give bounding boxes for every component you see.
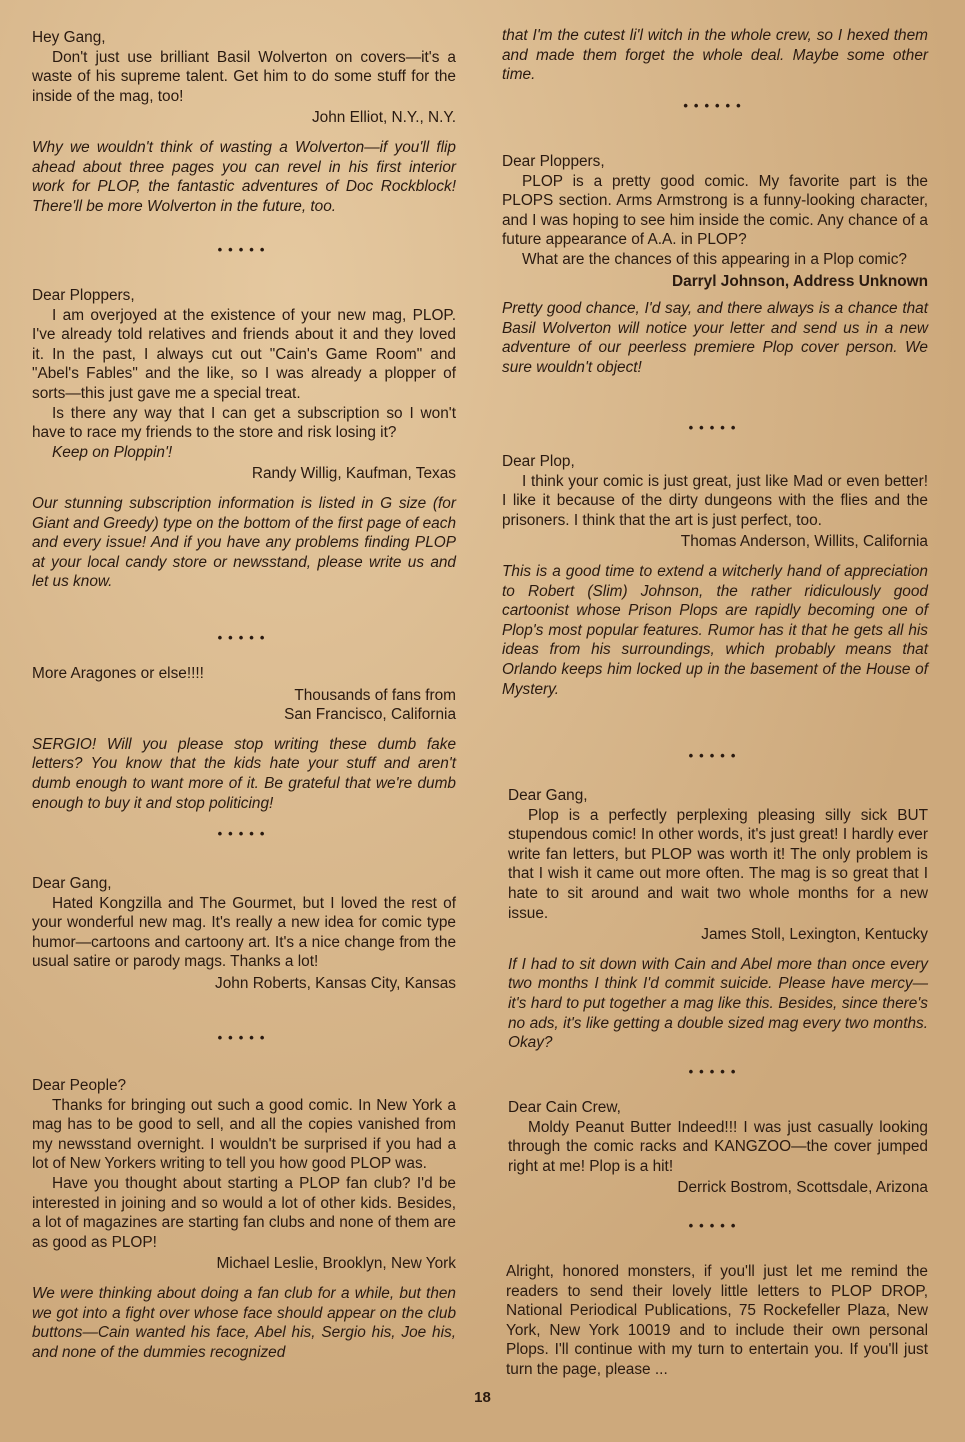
letter-john-elliot bbox=[32, 28, 456, 216]
separator-dots: •••••• bbox=[683, 98, 747, 113]
letter-signature: Thomas Anderson, Willits, California bbox=[680, 533, 928, 551]
letter-thomas-anderson bbox=[502, 452, 928, 699]
letter-body: I think your comic is just great, just like Mad or even better! I like it because of the dirty dungeons with the flies and the prisoners. I think that the art is just perfect, too. bbox=[502, 472, 928, 529]
letter-greeting: Dear People? bbox=[32, 1077, 127, 1094]
separator-dots: ••••• bbox=[688, 420, 742, 435]
letter-signature: James Stoll, Lexington, Kentucky bbox=[701, 926, 928, 944]
letter-randy-willig bbox=[32, 286, 456, 592]
editor-reply: If I had to sit down with Cain and Abel more than once every two months I think I'd commit suicide. Please have mercy—it's hard to put together a mag like this. Besides, since there's no ads, it's like getting a double sized mag every two months. Okay? bbox=[508, 955, 928, 1052]
letter-signature: San Francisco, California bbox=[284, 706, 456, 724]
letter-body: Thanks for bringing out such a good comic. In New York a mag has to be good to sell, and all the copies vanished from my newsstand overnight. I wouldn't be surprised if you had a lot of New Yorkers writing to tell you how good PLOP was. bbox=[32, 1096, 456, 1173]
letter-body: Moldy Peanut Butter Indeed!!! I was just casually looking through the comic racks and KANGZOO—the cover jumped right at me! Plop is a hit! bbox=[508, 1118, 928, 1175]
editor-reply: SERGIO! Will you please stop writing these dumb fake letters? You know that the kids hate your stuff and aren't dumb enough to want more of it. Be grateful that we're dumb enough to buy it and stop politicing! bbox=[32, 735, 456, 812]
separator-dots: ••••• bbox=[217, 630, 271, 645]
letter-body: Plop is a perfectly perplexing pleasing silly sick BUT stupendous comic! In other words, it's just great! I hardly ever write fan letters, but PLOP was worth it! The only problem is that I wish it came out more often. The mag is so great that I hate to sit around and wait two whole months for a new issue. bbox=[508, 806, 928, 922]
separator-dots: ••••• bbox=[217, 826, 271, 841]
editor-reply: that I'm the cutest li'l witch in the whole crew, so I hexed them and made them forget the whole deal. Maybe some other time. bbox=[502, 27, 928, 84]
letter-greeting: Dear Cain Crew, bbox=[508, 1099, 621, 1116]
letter-closing: Keep on Ploppin'! bbox=[52, 443, 173, 461]
separator-dots: ••••• bbox=[217, 242, 271, 257]
letter-michael-leslie bbox=[32, 1076, 456, 1362]
reply-continuation bbox=[502, 26, 928, 85]
editor-reply: This is a good time to extend a witcherly hand of appreciation to Robert (Slim) Johnson, the rather ridiculously good cartoonist whose Prison Plops are rapidly becoming one of Plop's most popular features. Rumor has it that he gets all his ideas from his surroundings, which probably means that Orlando keeps him locked up in the basement of the House of Mystery. bbox=[502, 562, 928, 698]
letter-derrick-bostrom bbox=[508, 1098, 928, 1198]
separator-dots: ••••• bbox=[688, 1218, 742, 1233]
editor-reply: Our stunning subscription information is listed in G size (for Giant and Greedy) type on the bottom of the first page of each and every issue! And if you have any problems finding PLOP at your local candy store or newsstand, please write us and let us know. bbox=[32, 494, 456, 591]
letter-darryl-johnson bbox=[502, 152, 928, 378]
editor-reply: We were thinking about doing a fan club for a while, but then we got into a fight over whose face should appear on the club buttons—Cain wanted his face, Abel his, Sergio his, Joe his, and none of the dummies recognized bbox=[32, 1284, 456, 1361]
letter-body: Have you thought about starting a PLOP fan club? I'd be interested in joining and so would a lot of other kids. Besides, a lot of magazines are starting fan clubs and none of them are as good as PLOP! bbox=[32, 1174, 456, 1251]
closing-note-text: Alright, honored monsters, if you'll just let me remind the readers to send their lovely little letters to PLOP DROP, National Periodical Publications, 75 Rockefeller Plaza, New York, New York 10019 and to include their own personal Plops. I'll continue with my turn to entertain you. If you'll just turn the page, please ... bbox=[506, 1263, 928, 1378]
letter-john-roberts bbox=[32, 874, 456, 994]
separator-dots: ••••• bbox=[688, 748, 742, 763]
letter-greeting: Hey Gang, bbox=[32, 29, 106, 46]
letter-greeting: Dear Plop, bbox=[502, 453, 575, 470]
letter-body: Is there any way that I can get a subscription so I won't have to race my friends to the store and risk losing it? bbox=[32, 404, 456, 442]
separator-dots: ••••• bbox=[688, 1064, 742, 1079]
left-column bbox=[32, 0, 456, 1442]
letter-greeting: Dear Gang, bbox=[32, 875, 112, 892]
editor-reply: Pretty good chance, I'd say, and there always is a chance that Basil Wolverton will notice your letter and send us in a new adventure of our peerless premiere Plop cover person. We sure wouldn't object! bbox=[502, 300, 928, 376]
editor-reply: Why we wouldn't think of wasting a Wolverton—if you'll flip ahead about three pages you can revel in his first interior work for PLOP, the fantastic adventures of Doc Rockblock! There'll be more Wolverton in the future, too. bbox=[32, 138, 456, 215]
closing-note bbox=[506, 1262, 928, 1380]
letter-greeting: Dear Gang, bbox=[508, 787, 588, 804]
letter-signature: Derrick Bostrom, Scottsdale, Arizona bbox=[677, 1179, 928, 1197]
letter-james-stoll bbox=[508, 786, 928, 1053]
letter-signature: John Elliot, N.Y., N.Y. bbox=[311, 109, 456, 127]
letter-greeting: Dear Ploppers, bbox=[502, 153, 605, 170]
letter-body: Don't just use brilliant Basil Wolverton on covers—it's a waste of his supreme talent. Get him to do some stuff for the inside of the mag, too! bbox=[32, 48, 456, 105]
letter-signature: John Roberts, Kansas City, Kansas bbox=[215, 974, 456, 992]
letter-san-francisco-fans bbox=[32, 664, 456, 813]
separator-dots: ••••• bbox=[217, 1030, 271, 1045]
letter-signature: Thousands of fans from bbox=[294, 686, 456, 704]
letter-signature: Randy Willig, Kaufman, Texas bbox=[251, 465, 456, 483]
letter-greeting: More Aragones or else!!!! bbox=[32, 665, 204, 682]
page-number: 18 bbox=[474, 1389, 491, 1406]
right-column bbox=[502, 0, 928, 1442]
letter-greeting: Dear Ploppers, bbox=[32, 287, 135, 304]
letter-signature: Michael Leslie, Brooklyn, New York bbox=[216, 1255, 456, 1273]
letter-body: I am overjoyed at the existence of your new mag, PLOP. I've already told relatives and friends about it and they loved it. In the past, I always cut out "Cain's Game Room" and "Abel's Fables" and the like, so I was already a plopper of sorts—this just gave me a special treat. bbox=[32, 306, 456, 402]
letter-body: Hated Kongzilla and The Gourmet, but I loved the rest of your wonderful new mag. It's really a new idea for comic type humor—cartoons and cartoony art. It's a nice change from the usual satire or parody mags. Thanks a lot! bbox=[32, 894, 456, 971]
letter-body: PLOP is a pretty good comic. My favorite part is the PLOPS section. Arms Armstrong is a funny-looking character, and I was hoping to see him inside the comic. Any chance of a future appearance of A.A. in PLOP? bbox=[502, 172, 928, 249]
letter-body: What are the chances of this appearing in a Plop comic? bbox=[522, 250, 907, 268]
letter-signature: Darryl Johnson, Address Unknown bbox=[672, 272, 928, 290]
